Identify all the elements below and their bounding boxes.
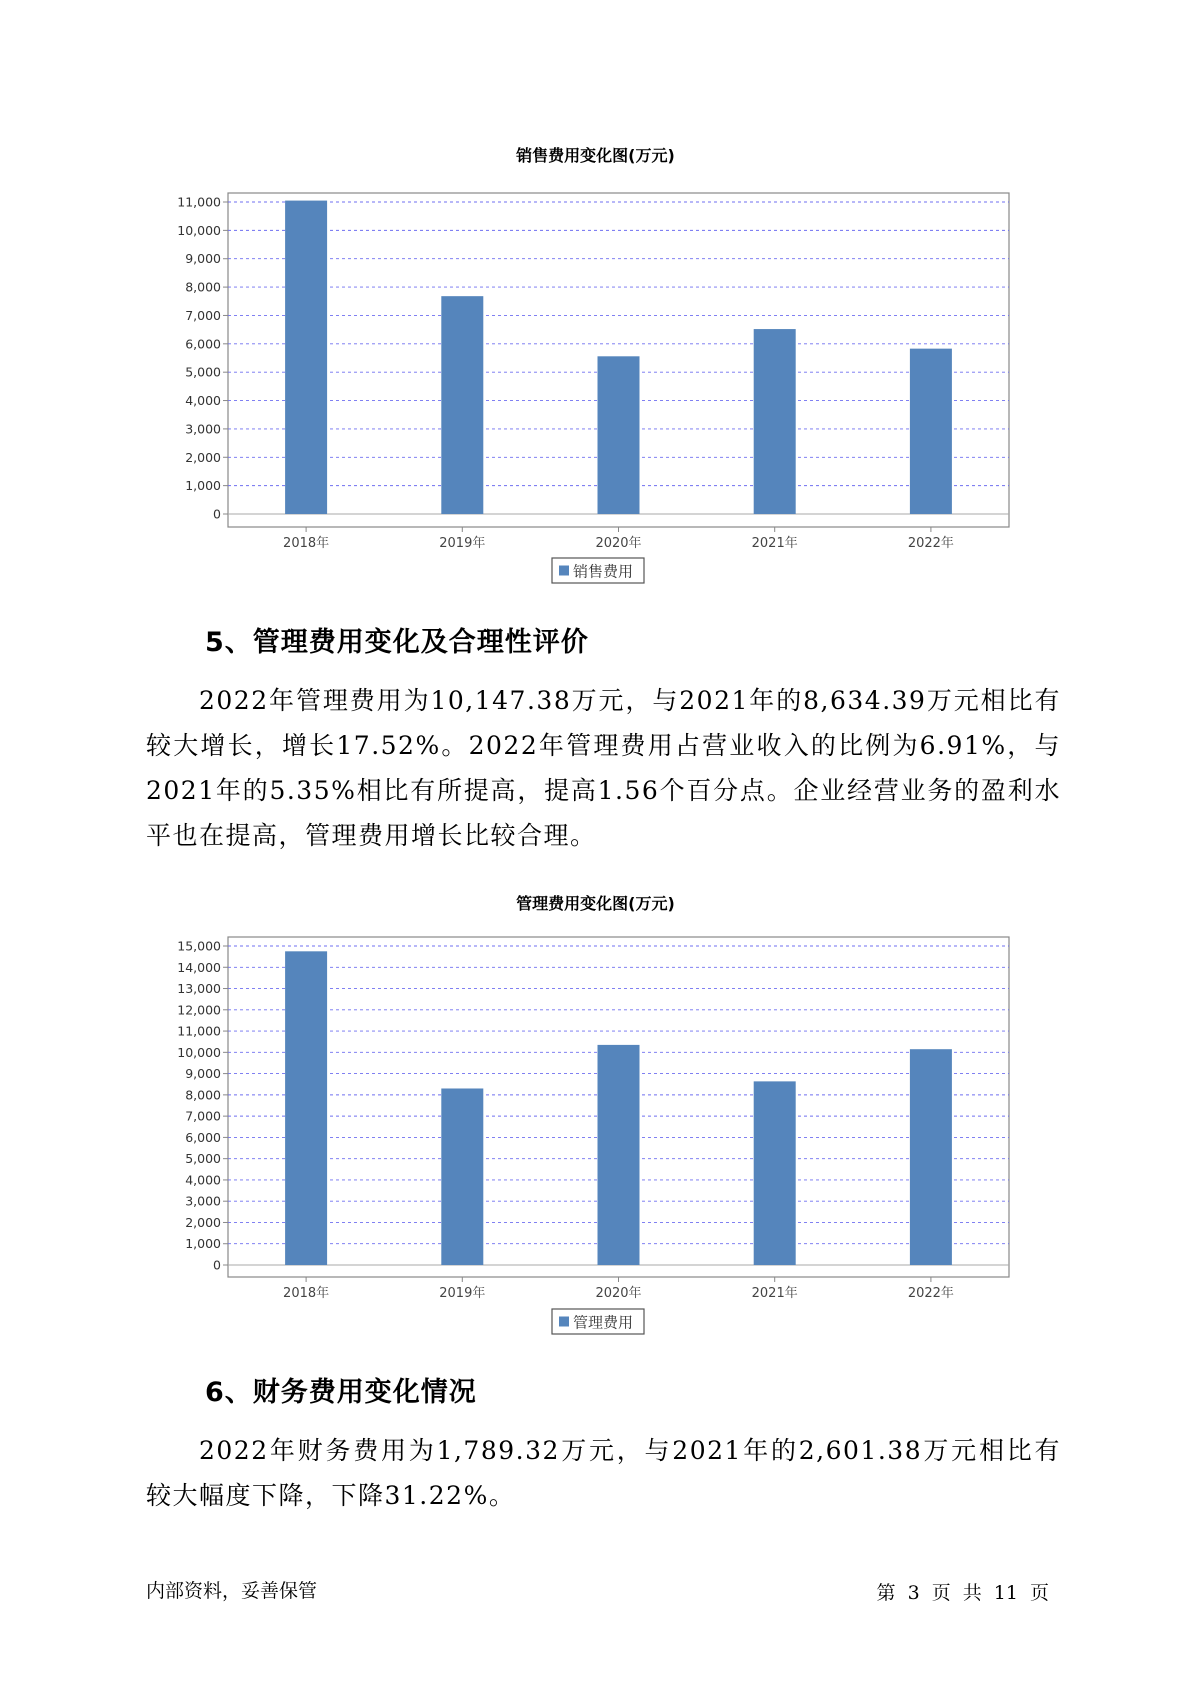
y-tick-label: 5,000 xyxy=(185,1151,221,1167)
bar-2021年 xyxy=(754,1081,796,1265)
y-tick-label: 3,000 xyxy=(185,421,221,437)
y-tick-label: 0 xyxy=(213,506,221,522)
x-tick-label: 2022年 xyxy=(907,1286,954,1301)
y-tick-label: 14,000 xyxy=(177,959,221,975)
y-tick-label: 2,000 xyxy=(185,449,221,465)
x-tick-label: 2020年 xyxy=(595,536,642,551)
y-tick-label: 6,000 xyxy=(185,336,221,352)
x-tick-label: 2022年 xyxy=(907,536,954,551)
x-tick-label: 2019年 xyxy=(439,536,486,551)
y-tick-label: 15,000 xyxy=(177,938,221,954)
y-tick-label: 11,000 xyxy=(177,194,221,210)
y-tick-label: 7,000 xyxy=(185,1108,221,1124)
section5-heading: 5、管理费用变化及合理性评价 xyxy=(205,627,589,658)
x-tick-label: 2021年 xyxy=(751,536,798,551)
y-tick-label: 10,000 xyxy=(177,1044,221,1060)
y-tick-label: 4,000 xyxy=(185,393,221,409)
legend-label: 管理费用 xyxy=(573,1313,634,1332)
chart2-title: 管理费用变化图(万元) xyxy=(516,894,675,913)
y-tick-label: 9,000 xyxy=(185,1066,221,1082)
y-tick-label: 1,000 xyxy=(185,1236,221,1252)
bar-2020年 xyxy=(598,1045,640,1265)
chart1-title: 销售费用变化图(万元) xyxy=(516,146,675,165)
y-tick-label: 8,000 xyxy=(185,279,221,295)
footer-page-number: 第 3 页 共 11 页 xyxy=(876,1582,1049,1604)
y-tick-label: 1,000 xyxy=(185,478,221,494)
x-tick-label: 2021年 xyxy=(751,1286,798,1301)
section6-heading: 6、财务费用变化情况 xyxy=(205,1377,477,1408)
x-tick-label: 2018年 xyxy=(283,1286,330,1301)
bar-2019年 xyxy=(441,1088,483,1265)
x-tick-label: 2020年 xyxy=(595,1286,642,1301)
y-tick-label: 13,000 xyxy=(177,981,221,997)
y-tick-label: 4,000 xyxy=(185,1172,221,1188)
y-tick-label: 3,000 xyxy=(185,1193,221,1209)
y-tick-label: 10,000 xyxy=(177,222,221,238)
y-tick-label: 12,000 xyxy=(177,1002,221,1018)
x-tick-label: 2018年 xyxy=(283,536,330,551)
y-tick-label: 8,000 xyxy=(185,1087,221,1103)
section6-paragraph: 2022年财务费用为1,789.32万元，与2021年的2,601.38万元相比有较大幅度下降，下降31.22%。 xyxy=(146,1436,1061,1510)
y-tick-label: 5,000 xyxy=(185,364,221,380)
y-tick-label: 9,000 xyxy=(185,251,221,267)
bar-2018年 xyxy=(285,951,327,1265)
legend-swatch xyxy=(559,1317,569,1327)
section5-paragraph: 2022年管理费用为10,147.38万元，与2021年的8,634.39万元相比有较大增长，增长17.52%。2022年管理费用占营业收入的比例为6.91%，与2021年的5.35%相比有所提高，提高1.56个百分点。企业经营业务的盈利水平也在提高，管理费用增长比较合理。 xyxy=(146,686,1061,850)
legend-label: 销售费用 xyxy=(573,562,634,581)
y-tick-label: 2,000 xyxy=(185,1214,221,1230)
y-tick-label: 0 xyxy=(213,1257,221,1273)
y-tick-label: 7,000 xyxy=(185,307,221,323)
footer-confidential: 内部资料，妥善保管 xyxy=(146,1580,318,1602)
bar-2022年 xyxy=(910,1049,952,1265)
y-tick-label: 6,000 xyxy=(185,1129,221,1145)
x-tick-label: 2019年 xyxy=(439,1286,486,1301)
y-tick-label: 11,000 xyxy=(177,1023,221,1039)
